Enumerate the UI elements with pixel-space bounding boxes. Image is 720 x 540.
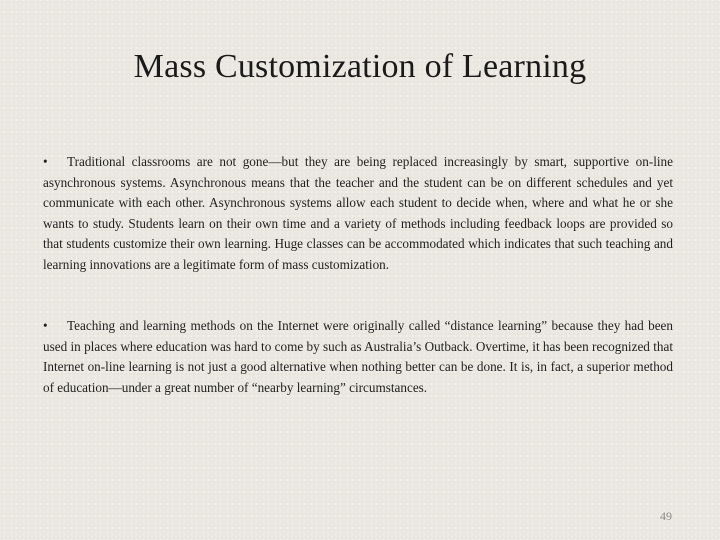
bullet-icon: • [43,318,48,333]
bullet-paragraph [43,316,673,398]
bullet-icon: • [43,154,48,169]
bullet-paragraph [43,152,673,276]
bullet-text: Teaching and learning methods on the Internet were originally called “distance learning” because they had been used in places where education was hard to come by such as Australia’s Outback. Overtime, it has been recognized that Internet on-line learning is not just a good alternative when nothing better can be done. It is, in fact, a superior method of education—under a great number of “nearby learning” circumstances. [43,318,673,395]
bullet-text: Traditional classrooms are not gone—but they are being replaced increasingly by smart, supportive on-line asynchronous systems. Asynchronous means that the teacher and the student can be on different schedules and yet communicate with each other. Asynchronous systems allow each student to decide when, where and what he or she wants to study. Students learn on their own time and a variety of methods including feedback loops are provided so that students customize their own learning. Huge classes can be accommodated which indicates that such teaching and learning innovations are a legitimate form of mass customization. [43,154,673,272]
slide-title: Mass Customization of Learning [133,48,587,85]
page-number: 49 [660,509,672,523]
